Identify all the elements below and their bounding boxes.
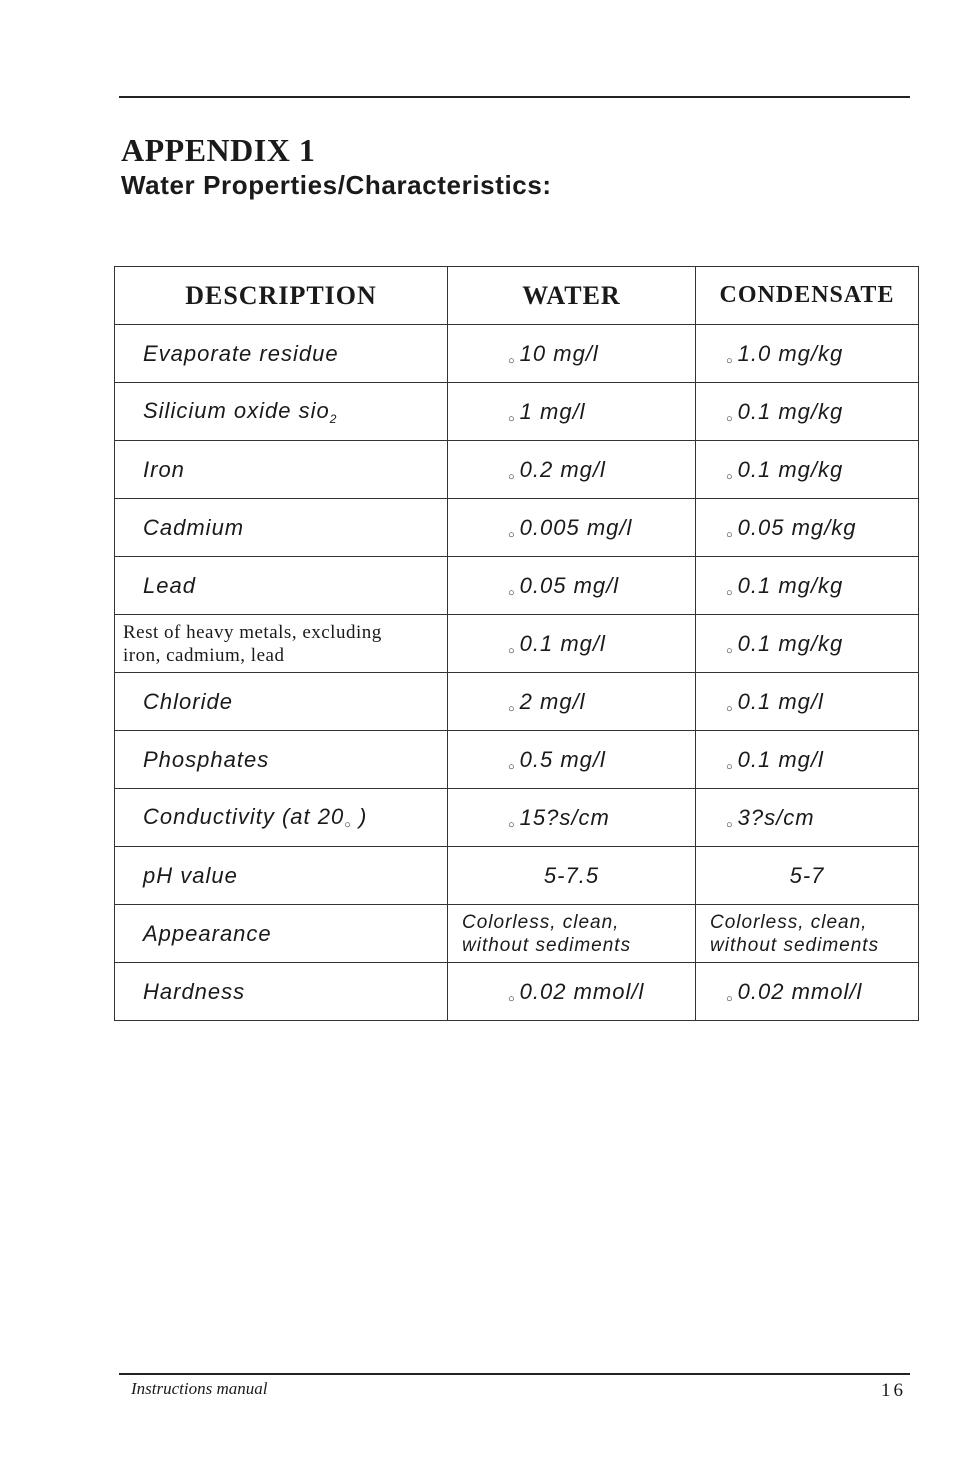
row-water-value: ○ 0.5 mg/l [448,731,696,789]
row-condensate-value: ○ 0.1 mg/kg [696,615,919,673]
row-description: Chloride [115,673,448,731]
row-water-value: Colorless, clean, without sediments [448,905,696,963]
row-description: Cadmium [115,499,448,557]
row-description: Phosphates [115,731,448,789]
row-condensate-value: ○ 0.05 mg/kg [696,499,919,557]
row-description: pH value [115,847,448,905]
row-condensate-value: ○ 1.0 mg/kg [696,325,919,383]
row-water-value: ○ 2 mg/l [448,673,696,731]
less-than-symbol: ○ [508,702,516,715]
row-water-value: ○ 0.2 mg/l [448,441,696,499]
header-condensate: CONDENSATE [696,267,919,325]
table-row [115,905,919,963]
row-water-value: ○ 0.1 mg/l [448,615,696,673]
less-than-symbol: ○ [508,586,516,599]
less-than-symbol: ○ [508,760,516,773]
less-than-symbol: ○ [726,586,734,599]
less-than-symbol: ○ [726,470,734,483]
header-description: DESCRIPTION [115,267,448,325]
less-than-symbol: ○ [508,354,516,367]
row-description: Rest of heavy metals, excluding iron, cadmium, lead [115,615,448,673]
appendix-heading: APPENDIX 1 [121,132,316,168]
row-condensate-value: ○ 3?s/cm [696,789,919,847]
table-row [115,789,919,847]
less-than-symbol: ○ [508,528,516,541]
subscript: 2 [329,411,338,426]
row-condensate-value: ○ 0.1 mg/kg [696,441,919,499]
row-description: Iron [115,441,448,499]
less-than-symbol: ○ [508,818,516,831]
top-rule [119,96,910,98]
row-description: Hardness [115,963,448,1021]
table-row [115,731,919,789]
row-description: Lead [115,557,448,615]
less-than-symbol: ○ [508,470,516,483]
less-than-symbol: ○ [508,992,516,1005]
table-row [115,673,919,731]
row-description: Appearance [115,905,448,963]
row-description: Silicium oxide sio$_2$ [115,383,448,441]
table-row [115,557,919,615]
less-than-symbol: ○ [726,818,734,831]
less-than-symbol: ○ [726,760,734,773]
table-row [115,963,919,1021]
row-condensate-value: ○ 0.1 mg/l [696,731,919,789]
less-than-symbol: ○ [726,702,734,715]
less-than-symbol: ○ [508,644,516,657]
table-row [115,383,919,441]
row-description: Conductivity (at 20○ ) [115,789,448,847]
row-condensate-value: ○ 0.1 mg/l [696,673,919,731]
table-header-row [115,267,919,325]
less-than-symbol: ○ [726,992,734,1005]
less-than-symbol: ○ [726,644,734,657]
table-row [115,615,919,673]
row-water-value: ○ 15?s/cm [448,789,696,847]
row-condensate-value: ○ 0.02 mmol/l [696,963,919,1021]
row-condensate-value: ○ 0.1 mg/kg [696,383,919,441]
row-water-value: ○ 0.05 mg/l [448,557,696,615]
less-than-symbol: ○ [726,354,734,367]
row-water-value: 5-7.5 [448,847,696,905]
footer-rule [119,1373,910,1375]
row-condensate-value: 5-7 [696,847,919,905]
page-number: 16 [881,1380,906,1401]
table-row [115,499,919,557]
row-water-value: ○ 0.005 mg/l [448,499,696,557]
less-than-symbol: ○ [726,528,734,541]
water-properties-table [114,266,919,1021]
degree-symbol: ○ [344,819,352,831]
row-description: Evaporate residue [115,325,448,383]
row-condensate-value: ○ 0.1 mg/kg [696,557,919,615]
row-water-value: ○ 1 mg/l [448,383,696,441]
less-than-symbol: ○ [726,412,734,425]
footer-manual-label: Instructions manual [131,1379,268,1398]
row-water-value: ○ 10 mg/l [448,325,696,383]
row-water-value: ○ 0.02 mmol/l [448,963,696,1021]
row-condensate-value: Colorless, clean, without sediments [696,905,919,963]
table-row [115,847,919,905]
table-row [115,441,919,499]
header-water: WATER [448,267,696,325]
appendix-subheading: Water Properties/Characteristics: [121,170,552,200]
less-than-symbol: ○ [508,412,516,425]
table-row [115,325,919,383]
